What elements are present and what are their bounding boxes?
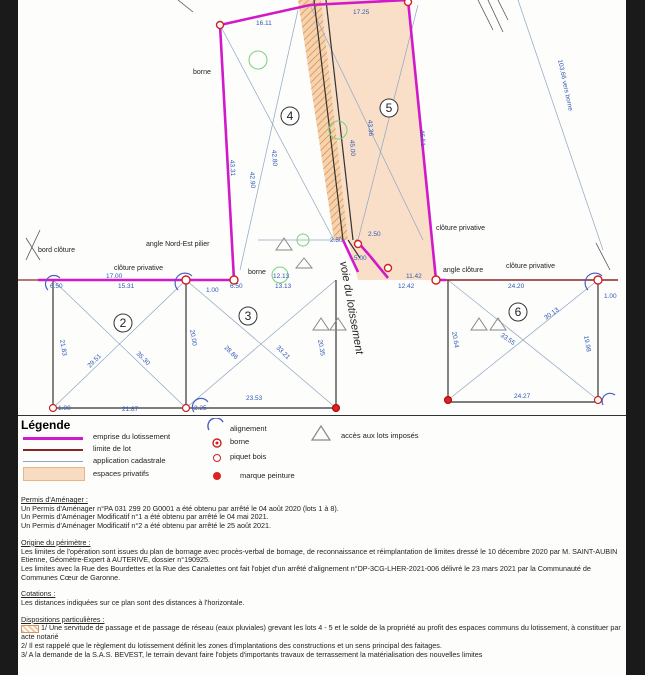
paint-mark-icon <box>213 472 221 480</box>
dim-text: 20.35 <box>316 339 326 357</box>
lot-number-5: 5 <box>385 101 393 115</box>
dim-text: 23.53 <box>246 395 263 402</box>
legend <box>18 415 626 496</box>
dim-text: 24.27 <box>514 393 531 400</box>
plan-sheet <box>18 0 626 675</box>
lot-number-2: 2 <box>119 316 127 330</box>
dim-text: 16.11 <box>256 20 272 27</box>
dim-text: 1.00 <box>58 405 71 412</box>
label-cloture-left: clôture privative <box>114 265 164 272</box>
dim-text: 5.00 <box>354 255 367 262</box>
dim-text: 17.25 <box>353 9 370 16</box>
dim-text: 35.30 <box>134 350 152 367</box>
label-angle-ne: angle Nord-Est pilier <box>146 241 210 248</box>
dim-text: 13.13 <box>275 283 292 290</box>
dim-text: 15.31 <box>118 283 135 290</box>
dim-text: 42.80 <box>270 149 279 167</box>
dim-text: 103.66 vers borne <box>556 58 574 112</box>
legend-cadastrale: application cadastrale <box>93 456 166 465</box>
dim-text: 17.00 <box>106 273 123 280</box>
dim-text: 45.00 <box>348 139 357 157</box>
dim-text: 43.31 <box>228 159 237 177</box>
legend-symbols <box>203 418 233 493</box>
label-voie: voie du lotissement <box>337 260 366 356</box>
legend-marque: marque peinture <box>240 471 295 480</box>
dim-text: 6.50 <box>50 283 63 290</box>
lot-number-3: 3 <box>244 309 252 323</box>
dispo-line-2: 2/ Il est rappelé que le règlement du lotissement définit les zones d'implantations des constructions et un sens principal des faitages. <box>21 640 442 650</box>
cadastral-plan <box>18 0 626 415</box>
origine-title: Origine du périmètre : <box>21 537 91 547</box>
dim-text: 33.21 <box>274 344 292 361</box>
legend-alignement: alignement <box>230 424 267 433</box>
legend-limite-swatch <box>23 449 83 451</box>
notes <box>21 492 621 659</box>
cotations-line-1: Les distances indiquées sur ce plan sont des distances à l'horizontale. <box>21 598 245 608</box>
legend-espaces: espaces privatifs <box>93 469 149 478</box>
dim-text: 12.13 <box>273 273 290 280</box>
dim-text: 20.00 <box>188 329 198 347</box>
legend-title: Légende <box>21 418 71 432</box>
permis-line-3: Un Permis d'Aménager Modificatif n°2 a été obtenu par arrêté le 25 août 2021. <box>21 521 271 531</box>
legend-cadastrale-swatch <box>23 461 83 462</box>
dim-text: 19.98 <box>582 335 592 353</box>
dim-text: 20.64 <box>450 331 460 349</box>
dim-text: 2.50 <box>330 237 343 244</box>
permis-title: Permis d'Aménager : <box>21 495 88 504</box>
alignment-icon <box>208 418 223 430</box>
dim-text: 30.13 <box>543 306 561 322</box>
dim-text: 2.50 <box>368 231 381 238</box>
legend-emprise-swatch <box>23 437 83 440</box>
legend-acces: accès aux lots imposés <box>341 431 419 440</box>
origine-line-2: Les limites avec la Rue des Bourdettes et la Rue des Canalettes ont fait l'objet d'un arrêté d'alignement n°DP-3CG-LHER-2021-006 délivré le 23 mars 2021 par la Communauté de Communes Cœur de Garonne. <box>21 563 591 582</box>
dim-text: 43.36 <box>366 119 375 137</box>
label-borne-2: borne <box>248 269 266 276</box>
label-bord-cloture: bord clôture <box>38 247 75 254</box>
legend-borne: borne <box>230 437 250 446</box>
dim-text: 6.50 <box>230 283 243 290</box>
dispo-line-1-text: 1/ Une servitude de passage et de passage de réseau (eaux pluviales) grevant les lots 4 - 5 et le solde de la propriété au profit des espaces communs du lotissement, à constituer par acte notarié <box>21 623 621 642</box>
permis-line-2: Un Permis d'Aménager Modificatif n°1 a été obtenu par arrêté le 04 mai 2021. <box>21 512 269 522</box>
dim-text: 42.90 <box>248 171 257 189</box>
lot-number-6: 6 <box>514 305 522 319</box>
label-angle-cloture: angle clôture <box>443 267 484 274</box>
access-triangle-icon <box>310 424 332 442</box>
dim-text: 21.83 <box>58 339 68 357</box>
dim-text: 21.87 <box>122 406 139 413</box>
origine-line-1: Les limites de l'opération sont issues du plan de bornage avec procès-verbal de bornage, de reconnaissance et réimplantation de limites dressé le 10 décembre 2020 par M. SAINT-AUBIN Etienne, Géomètre-Expert à AUTERIVE, dossier n°190925. <box>21 546 618 565</box>
dim-text: 1.00 <box>206 287 219 294</box>
label-borne: borne <box>193 69 211 76</box>
dispo-line-3: 3/ A la demande de la S.A.S. BEVEST, le terrain devant faire l'objets d'importants travaux de terrassement la matérialisation des nouvelles limites <box>21 649 483 659</box>
dim-text: 1.00 <box>604 293 617 300</box>
label-cloture-mid: clôture privative <box>436 225 486 232</box>
alignment-arcs <box>46 273 615 412</box>
dim-text: 24.20 <box>508 283 525 290</box>
dim-text: 2.25 <box>194 405 207 412</box>
dispo-line-1 <box>21 624 621 641</box>
cotations-title: Cotations : <box>21 589 56 599</box>
legend-limite: limite de lot <box>93 444 131 453</box>
dim-text: 33.55 <box>498 331 517 347</box>
dim-text: 46.51 <box>418 129 427 147</box>
legend-espaces-swatch <box>23 467 85 481</box>
dim-text: 11.42 <box>406 273 422 280</box>
lot-number-4: 4 <box>286 109 294 123</box>
dim-text: 12.42 <box>398 283 415 290</box>
dim-text: 29.51 <box>86 352 103 370</box>
legend-emprise: emprise du lotissement <box>93 432 171 441</box>
legend-piquet: piquet bois <box>230 452 267 461</box>
dim-text: 28.86 <box>222 344 240 361</box>
piquet-icon <box>214 455 221 462</box>
dispo-title: Dispositions particulières : <box>21 614 105 624</box>
label-cloture-right: clôture privative <box>506 263 556 270</box>
permis-line-1: Un Permis d'Aménager n°PA 031 299 20 G0001 a été obtenu par arrêté le 04 août 2020 (lots 1 à 8). <box>21 503 339 513</box>
